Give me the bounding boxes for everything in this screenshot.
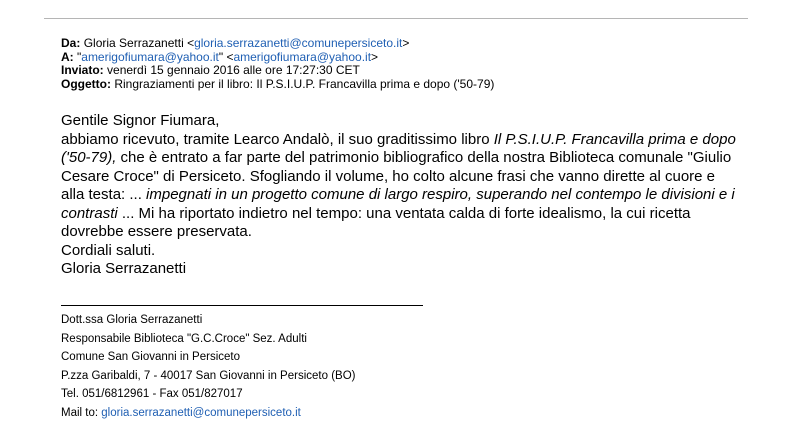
paragraph-text-3: ... Mi ha riportato indietro nel tempo: una ventata calda di forte idealismo, la cui ricetta dovrebbe essere preservata.: [61, 204, 691, 240]
subject-label: Oggetto:: [61, 76, 111, 91]
book-quote: impegnati in un progetto comune di largo respiro, superando nel contempo le divisioni e i contrasti: [61, 186, 735, 222]
signature-mail-row: [61, 404, 355, 423]
book-title: Il P.S.I.U.P. Francavilla prima e dopo ('50-79),: [61, 130, 736, 166]
top-divider: [44, 18, 748, 19]
signature-email-link[interactable]: gloria.serrazanetti@comunepersiceto.it: [101, 406, 301, 419]
sent-value: venerdì 15 gennaio 2016 alle ore 17:27:30 CET: [107, 63, 360, 77]
paragraph-text-2: che è entrato a far parte del patrimonio bibliografico della nostra Biblioteca comunale "Giulio Cesare Croce" di Persiceto. Sfogliando il volume, ho colto alcune frasi che vanno dirette al cuore e alla testa: ...: [61, 149, 732, 203]
from-email-link[interactable]: gloria.serrazanetti@comunepersiceto.it: [194, 36, 403, 50]
closing: Cordiali saluti.: [61, 241, 156, 259]
signature-address: P.zza Garibaldi, 7 - 40017 San Giovanni in Persiceto (BO): [61, 369, 356, 382]
body-paragraph: [61, 131, 741, 242]
sent-row: [61, 64, 494, 78]
from-row: Da: Gloria Serrazanetti <gloria.serrazanetti@comunepersiceto.it>: [61, 36, 410, 50]
signature-divider: [61, 305, 423, 306]
from-name: Gloria Serrazanetti: [83, 36, 184, 50]
email-header: [61, 37, 494, 91]
email-body: [61, 112, 741, 279]
subject-row: [61, 78, 494, 92]
to-row: A: "amerigofiumara@yahoo.it" <amerigofiumara@yahoo.it>: [61, 49, 379, 64]
signature-phone: Tel. 051/6812961 - Fax 051/827017: [61, 388, 243, 400]
signature-name: Dott.ssa Gloria Serrazanetti: [61, 314, 203, 326]
subject-value: Ringraziamenti per il libro: Il P.S.I.U.P. Francavilla prima e dopo ('50-79): [114, 76, 495, 91]
paragraph-text-1: abbiamo ricevuto, tramite Learco Andalò, il suo graditissimo libro: [61, 130, 494, 148]
to-email-quoted-link[interactable]: amerigofiumara@yahoo.it: [81, 49, 219, 64]
sent-label: Inviato:: [61, 63, 104, 77]
signature-role: Responsabile Biblioteca "G.C.Croce" Sez. Adulti: [61, 332, 307, 345]
signoff: Gloria Serrazanetti: [61, 260, 187, 277]
signature-block: [61, 311, 355, 422]
from-label: Da:: [61, 36, 81, 50]
to-label: A:: [61, 49, 74, 64]
to-email-link[interactable]: amerigofiumara@yahoo.it: [233, 49, 372, 64]
greeting: Gentile Signor Fiumara,: [61, 112, 220, 129]
mail-label: Mail to:: [61, 406, 102, 419]
signature-org: Comune San Giovanni in Persiceto: [61, 351, 240, 363]
